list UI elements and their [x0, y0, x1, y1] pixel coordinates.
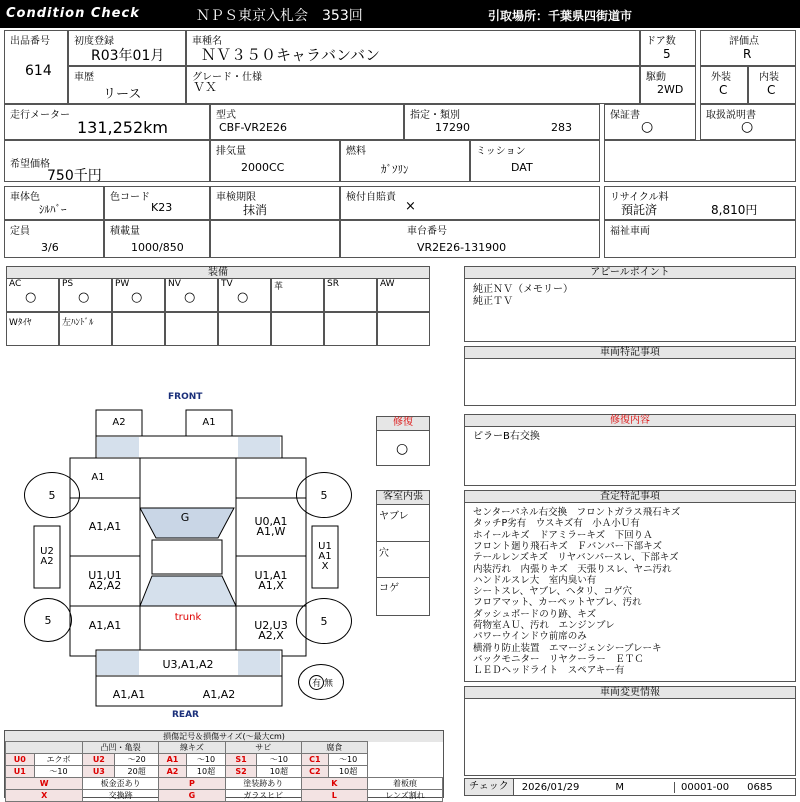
- name-cell: [186, 30, 640, 66]
- model-label: 型式: [216, 110, 236, 121]
- warranty-mark: ○: [641, 119, 654, 135]
- reg-cell: [68, 30, 186, 66]
- special-panel: [464, 346, 796, 406]
- equip-label: 革: [274, 282, 284, 292]
- mileage-label: 走行メーター: [10, 110, 70, 121]
- inspection-panel: [464, 490, 796, 682]
- equip-cell-r2-0: [6, 312, 59, 346]
- tire-spare[interactable]: [298, 664, 344, 700]
- interior-yabure: ヤブレ: [379, 511, 409, 522]
- appeal-panel: [464, 266, 796, 342]
- rear-label: REAR: [172, 710, 199, 720]
- special-title: 車両特記事項: [465, 347, 795, 359]
- tire-front-left[interactable]: 5: [24, 472, 80, 518]
- manual-cell: [700, 104, 796, 140]
- equip-label: AC: [9, 279, 22, 289]
- legend-cell: A1: [158, 754, 186, 766]
- equip-label: SR: [327, 279, 339, 289]
- panel-left-door-2[interactable]: U1,U1 A2,A2: [88, 569, 122, 592]
- class-value-2: 283: [551, 121, 572, 134]
- equip-r2-label: 左ﾊﾝﾄﾞﾙ: [62, 318, 94, 328]
- inspection-line: テールレンズキズ リヤバンパースレ、下部キズ: [473, 552, 679, 564]
- rear-window-shape: [140, 576, 236, 606]
- legend-cell: 10超: [187, 766, 226, 778]
- legend-title: 損傷記号＆損傷サイズ(〜最大cm): [5, 731, 443, 742]
- legend-cell: 20超: [115, 766, 159, 778]
- interior-koge: コゲ: [379, 583, 399, 594]
- blank-cell: [210, 220, 340, 258]
- change-title: 車両変更情報: [465, 687, 795, 699]
- legend-cell: ガラスヒビ: [225, 790, 301, 802]
- legend-cell: 板金歪あり: [83, 778, 159, 790]
- fuel-cell: [340, 140, 470, 182]
- mission-value: DAT: [511, 161, 533, 174]
- equip-label: NV: [168, 279, 181, 289]
- pickup-location: 引取場所：千葉県四街道市: [488, 9, 633, 23]
- front-label: FRONT: [168, 392, 203, 402]
- inspection-line: ＬＥＤヘッドライト スペアキー有: [473, 665, 625, 677]
- legend-cell: U2: [83, 754, 115, 766]
- legend-cell: X: [6, 790, 83, 802]
- legend-head: 腐食: [301, 742, 368, 754]
- insp-cell: [210, 186, 340, 220]
- tire-front-right[interactable]: 5: [296, 472, 352, 518]
- legend-head: 線キズ: [158, 742, 225, 754]
- panel-hood-left[interactable]: A2: [112, 417, 126, 428]
- panel-left-door-1[interactable]: A1,A1: [88, 520, 122, 533]
- legend-cell: 〜10: [329, 754, 368, 766]
- legend-cell: 〜10: [187, 754, 226, 766]
- legend-cell: A2: [158, 766, 186, 778]
- legend-cell: K: [301, 778, 368, 790]
- equip-mark: ○: [78, 290, 90, 305]
- repair-detail-text: ピラーB右交換: [473, 431, 540, 442]
- interior-panel: [376, 490, 430, 616]
- equip-cell-r2-1: [59, 312, 112, 346]
- disp-label: 排気量: [216, 146, 246, 157]
- equip-cell-3: [165, 278, 218, 312]
- model-cell: [210, 104, 404, 140]
- inspection-line: フロアマット、カーペットヤブレ、汚れ: [473, 597, 642, 609]
- class-label: 指定・類別: [410, 110, 460, 121]
- equip-label: PS: [62, 279, 74, 289]
- spec-label: グレード・仕様: [192, 72, 262, 83]
- panel-right-step[interactable]: U1 A1 X: [318, 541, 332, 572]
- legend-cell: 着板痕: [368, 778, 443, 790]
- legend-cell: 〜10: [34, 766, 83, 778]
- legend-cell: S2: [225, 766, 256, 778]
- equip-cell-0: [6, 278, 59, 312]
- check-label: チェック: [465, 779, 514, 795]
- inspection-line: 荷物室ＡＵ、汚れ エンジンブレ: [473, 620, 615, 631]
- equip-cell-4: [218, 278, 271, 312]
- recycle-cell: [604, 186, 796, 220]
- doors-label: ドア数: [646, 36, 676, 47]
- fuel-label: 燃料: [346, 146, 366, 157]
- equip-mark: ○: [184, 290, 196, 305]
- repair-mark: ○: [396, 441, 409, 457]
- interior-divider-1: [377, 541, 429, 542]
- panel-left-front[interactable]: A1: [91, 472, 105, 483]
- ins-value: ×: [405, 199, 416, 214]
- inspection-line: センターパネル右交換 フロントガラス飛石キズ: [473, 507, 681, 518]
- equip-mark: ○: [131, 290, 143, 305]
- panel-left-step[interactable]: U2 A2: [40, 546, 54, 567]
- drive-cell: [640, 66, 696, 104]
- disp-cell: [210, 140, 340, 182]
- recycle-label: リサイクル料: [610, 192, 669, 203]
- appeal-line-2: 純正ＴＶ: [473, 296, 513, 307]
- legend-cell: 10超: [257, 766, 301, 778]
- cap-label: 定員: [10, 226, 30, 237]
- panel-left-rear[interactable]: A1,A1: [88, 619, 122, 632]
- repair-detail-title: 修復内容: [465, 415, 795, 427]
- history-cell: [68, 66, 186, 104]
- panel-right-door-1[interactable]: U0,A1 A1,W: [254, 515, 288, 538]
- class-cell: [404, 104, 600, 140]
- load-label: 積載量: [110, 226, 140, 237]
- legend-panel: [4, 730, 444, 798]
- ext-label: 外装: [711, 72, 731, 83]
- equip-label: PW: [115, 279, 130, 289]
- check-code-1: M: [615, 781, 624, 793]
- auction-title: ＮＰＳ東京入札会 353回: [196, 8, 363, 24]
- color-cell: [4, 186, 104, 220]
- equip-cell-1: [59, 278, 112, 312]
- lot-cell: [4, 30, 68, 104]
- condition-title: Condition Check: [6, 6, 140, 21]
- int-value: C: [767, 83, 776, 97]
- fuel-value: ｶﾞｿﾘﾝ: [381, 163, 409, 176]
- reg-label: 初度登録: [74, 36, 114, 47]
- drive-value: 2WD: [657, 83, 684, 96]
- legend-head: サビ: [225, 742, 301, 754]
- name-label: 車種名: [192, 36, 222, 47]
- inspection-line: シートスレ、ヤブレ、ヘタリ、コゲ穴: [473, 586, 633, 598]
- mission-label: ミッション: [476, 146, 526, 157]
- ext-cell: [700, 66, 748, 104]
- mission-cell: [470, 140, 600, 182]
- legend-cell: W: [6, 778, 83, 790]
- equip-cell-r2-4: [218, 312, 271, 346]
- equip-cell-r2-7: [377, 312, 430, 346]
- equip-mark: ○: [237, 290, 249, 305]
- mileage-value: 131,252km: [77, 118, 169, 137]
- legend-cell: 交換跡: [83, 790, 159, 802]
- equip-cell-6: [324, 278, 377, 312]
- inspection-line: ホイールキズ ドアミラーキズ 下回りＡ: [473, 529, 653, 541]
- panel-hood-right[interactable]: A1: [202, 417, 216, 428]
- inspection-line: ダッシュボードのり跡、キズ: [473, 608, 597, 620]
- model-value: CBF-VR2E26: [219, 121, 287, 134]
- price-value: 750千円: [47, 168, 102, 184]
- load-value: 1000/850: [131, 241, 184, 254]
- equip-cell-2: [112, 278, 165, 312]
- grade-cell: [700, 30, 796, 66]
- legend-table: [5, 741, 443, 802]
- panel-rear-right[interactable]: A1,A2: [202, 688, 236, 701]
- chassis-label: 車台番号: [407, 226, 447, 237]
- equip-cell-r2-5: [271, 312, 324, 346]
- legend-head-blank: [6, 742, 83, 754]
- change-panel: [464, 686, 796, 776]
- check-code-3: 0685: [747, 781, 773, 793]
- inspection-line: 内装汚れ 内張りキズ 天張りスレ、ヤニ汚れ: [473, 563, 672, 575]
- legend-cell: 〜20: [115, 754, 159, 766]
- repair-title: 修復: [377, 417, 429, 431]
- int-label: 内装: [759, 72, 779, 83]
- reg-date: R03年01月: [91, 48, 165, 64]
- cap-value: 3/6: [41, 241, 59, 254]
- mileage-cell: [4, 104, 210, 140]
- equip-cell-r2-2: [112, 312, 165, 346]
- equip-label: AW: [380, 279, 395, 289]
- recycle-status: 預託済: [621, 203, 658, 217]
- legend-head: 凸凹・亀裂: [83, 742, 159, 754]
- recycle-value: 8,810円: [711, 203, 758, 217]
- legend-cell: レンズ割れ: [368, 790, 443, 802]
- manual-label: 取扱説明書: [706, 110, 756, 121]
- grade-label: 評価点: [729, 36, 759, 47]
- ext-value: C: [719, 83, 728, 97]
- legend-cell: S1: [225, 754, 256, 766]
- inspection-title: 査定特記事項: [465, 491, 795, 503]
- inspection-line: タッチP劣有 ウスキズ有 小Ａ小Ｕ有: [473, 518, 640, 530]
- history-value: リース: [103, 87, 142, 102]
- legend-cell: U1: [6, 766, 35, 778]
- tire-rear-left[interactable]: 5: [24, 598, 72, 642]
- lot-label: 出品番号: [10, 36, 50, 47]
- legend-cell: U3: [83, 766, 115, 778]
- insp-value: 抹消: [243, 203, 268, 217]
- equip-cell-5: [271, 278, 324, 312]
- spare-nashi: 無: [324, 678, 334, 689]
- ccode-label: 色コード: [110, 192, 150, 203]
- chassis-value: VR2E26-131900: [417, 241, 507, 254]
- legend-cell: 塗装跡あり: [225, 778, 301, 790]
- grade-value: R: [743, 47, 752, 61]
- legend-cell: U0: [6, 754, 35, 766]
- spare-ari-icon: 有: [309, 675, 324, 690]
- legend-cell: エクボ: [34, 754, 83, 766]
- warranty-label: 保証書: [610, 110, 640, 121]
- legend-cell: C2: [301, 766, 329, 778]
- price-cell: [4, 140, 210, 182]
- interior-ana: 穴: [379, 548, 389, 559]
- legend-cell: G: [158, 790, 225, 802]
- footer-bar: [464, 778, 796, 796]
- ccode-value: K23: [151, 201, 173, 214]
- tire-rear-right[interactable]: 5: [296, 598, 352, 644]
- price-label: 希望価格: [10, 159, 50, 170]
- equip-cell-r2-6: [324, 312, 377, 346]
- warranty-blank: [604, 140, 796, 182]
- cap-cell: [4, 220, 104, 258]
- ins-label: 検付自賠責: [346, 192, 396, 203]
- drive-label: 駆動: [646, 72, 666, 83]
- welfare-cell: [604, 220, 796, 258]
- appeal-title: アピールポイント: [465, 267, 795, 279]
- ccode-cell: [104, 186, 210, 220]
- inspection-line: パワーウインドウ前席のみ: [473, 631, 587, 643]
- warranty-cell: [604, 104, 696, 140]
- legend-cell: 10超: [329, 766, 368, 778]
- equip-cell-7: [377, 278, 430, 312]
- inspection-line: ハンドルスレ大 室内臭い有: [473, 574, 597, 586]
- color-label: 車体色: [10, 192, 40, 203]
- panel-rear-left[interactable]: A1,A1: [112, 688, 146, 701]
- equip-r2-label: Wﾀｲﾔ: [9, 318, 32, 328]
- manual-mark: ○: [741, 119, 754, 135]
- equip-mark: ○: [25, 290, 37, 305]
- equip-cell-r2-3: [165, 312, 218, 346]
- interior-divider-2: [377, 577, 429, 578]
- ins-cell: [340, 186, 600, 220]
- legend-cell: 〜10: [257, 754, 301, 766]
- int-cell: [748, 66, 796, 104]
- panel-right-door-2[interactable]: U1,A1 A1,X: [254, 569, 288, 592]
- disp-value: 2000CC: [241, 161, 285, 174]
- inspection-line: 横滑り防止装置 エマージェンシーブレーキ: [473, 642, 662, 654]
- panel-roof[interactable]: G: [180, 511, 190, 524]
- equip-label: TV: [221, 279, 233, 289]
- car-name: ＮＶ３５０キャラバンバン: [201, 46, 380, 64]
- equipment-title: 装備: [7, 267, 429, 279]
- inspection-line: フロント廻り飛石キズ Ｆバンパー下部キズ: [473, 540, 662, 552]
- spec-value: ＶＸ: [193, 80, 218, 94]
- load-cell: [104, 220, 210, 258]
- legend-cell: P: [158, 778, 225, 790]
- appeal-line-1: 純正ＮＶ（メモリー）: [473, 284, 573, 295]
- interior-title: 客室内張: [377, 491, 429, 505]
- inspection-line: バックモニター リヤクーラー ＥＴＣ: [473, 653, 644, 665]
- lot-number: 614: [25, 63, 52, 79]
- repair-detail-panel: [464, 414, 796, 486]
- panel-rear-bumper[interactable]: U3,A1,A2: [162, 658, 214, 671]
- repair-panel: [376, 416, 430, 466]
- legend-cell: L: [301, 790, 368, 802]
- class-value-1: 17290: [435, 121, 470, 134]
- insp-label: 車検期限: [216, 192, 256, 203]
- panel-right-rear[interactable]: U2,U3 A2,X: [254, 619, 288, 642]
- check-date: 2026/01/29: [521, 781, 580, 793]
- welfare-label: 福祉車両: [610, 226, 650, 237]
- trunk-label: trunk: [174, 612, 202, 623]
- legend-cell: C1: [301, 754, 329, 766]
- doors-cell: [640, 30, 696, 66]
- spec-cell: [186, 66, 640, 104]
- doors-value: 5: [663, 47, 671, 61]
- color-value: ｼﾙﾊﾞｰ: [39, 203, 67, 216]
- history-label: 車歴: [74, 72, 94, 83]
- check-code-2: 00001-00: [674, 782, 729, 793]
- chassis-cell: [340, 220, 600, 258]
